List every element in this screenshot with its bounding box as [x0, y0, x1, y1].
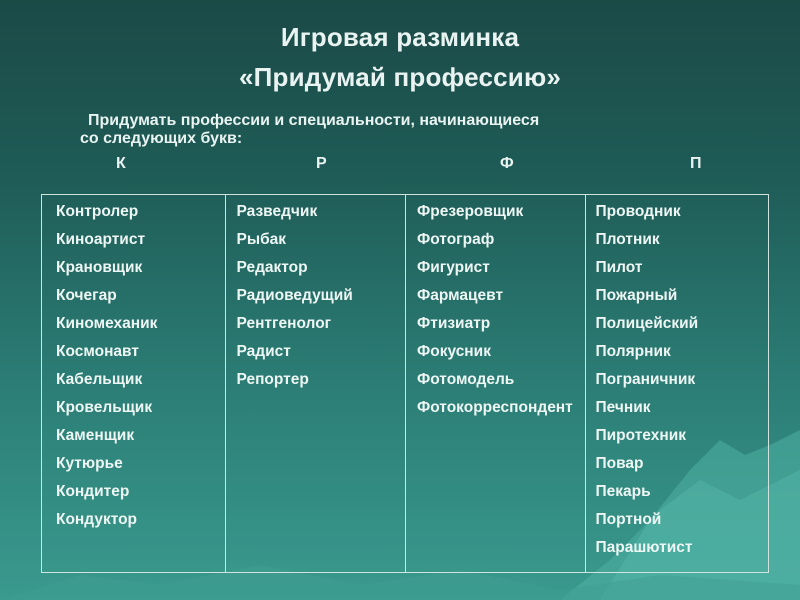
profession-item: Киномеханик — [56, 315, 158, 332]
letter-p: П — [690, 155, 702, 172]
profession-item: Радист — [236, 343, 291, 360]
profession-item: Фтизиатр — [417, 315, 491, 332]
profession-item: Каменщик — [56, 427, 135, 444]
letters-row — [0, 155, 800, 175]
letter-r: Р — [316, 155, 327, 172]
instructions-line-1: Придумать профессии и специальности, начинающиеся — [88, 112, 540, 129]
profession-item: Портной — [595, 511, 662, 528]
profession-item: Проводник — [595, 203, 681, 220]
profession-item: Пекарь — [595, 483, 651, 500]
profession-item: Кондуктор — [56, 511, 138, 528]
profession-item: Пожарный — [595, 287, 678, 304]
profession-item: Рентгенолог — [236, 315, 332, 332]
profession-item: Печник — [595, 399, 651, 416]
professions-table — [41, 194, 769, 573]
profession-item: Кровельщик — [56, 399, 153, 416]
instructions-line-2: со следующих букв: — [80, 130, 243, 147]
title-line-1: Игровая разминка — [280, 22, 520, 52]
profession-item: Кутюрье — [56, 455, 123, 472]
column-r — [226, 195, 407, 572]
profession-item: Парашютист — [595, 539, 693, 556]
title-line-2: «Придумай профессию» — [238, 62, 562, 92]
profession-item: Фигурист — [417, 259, 490, 276]
profession-item: Пиротехник — [595, 427, 686, 444]
profession-item: Фокусник — [417, 343, 491, 360]
profession-item: Разведчик — [236, 203, 318, 220]
profession-item: Радиоведущий — [236, 287, 353, 304]
profession-item: Рыбак — [236, 231, 287, 248]
profession-item: Фотокорреспондент — [417, 399, 573, 416]
column-f — [406, 195, 586, 572]
letter-f: Ф — [500, 155, 514, 172]
profession-item: Репортер — [236, 371, 309, 388]
profession-item: Кабельщик — [56, 371, 143, 388]
profession-item: Полицейский — [595, 315, 699, 332]
column-k — [42, 195, 226, 572]
profession-item: Повар — [595, 455, 644, 472]
letter-k: К — [116, 155, 126, 172]
profession-item: Пограничник — [595, 371, 696, 388]
profession-item: Фрезеровщик — [417, 203, 524, 220]
profession-item: Редактор — [236, 259, 308, 276]
profession-item: Кочегар — [56, 287, 117, 304]
profession-item: Кондитер — [56, 483, 130, 500]
profession-item: Контролер — [56, 203, 139, 220]
profession-item: Фармацевт — [417, 287, 504, 304]
profession-item: Пилот — [595, 259, 643, 276]
profession-item: Плотник — [595, 231, 660, 248]
profession-item: Космонавт — [56, 343, 139, 360]
profession-item: Полярник — [595, 343, 671, 360]
profession-item: Киноартист — [56, 231, 146, 248]
column-p — [586, 195, 768, 572]
profession-item: Фотомодель — [417, 371, 515, 388]
instructions — [80, 112, 740, 148]
profession-item: Крановщик — [56, 259, 143, 276]
profession-item: Фотограф — [417, 231, 495, 248]
